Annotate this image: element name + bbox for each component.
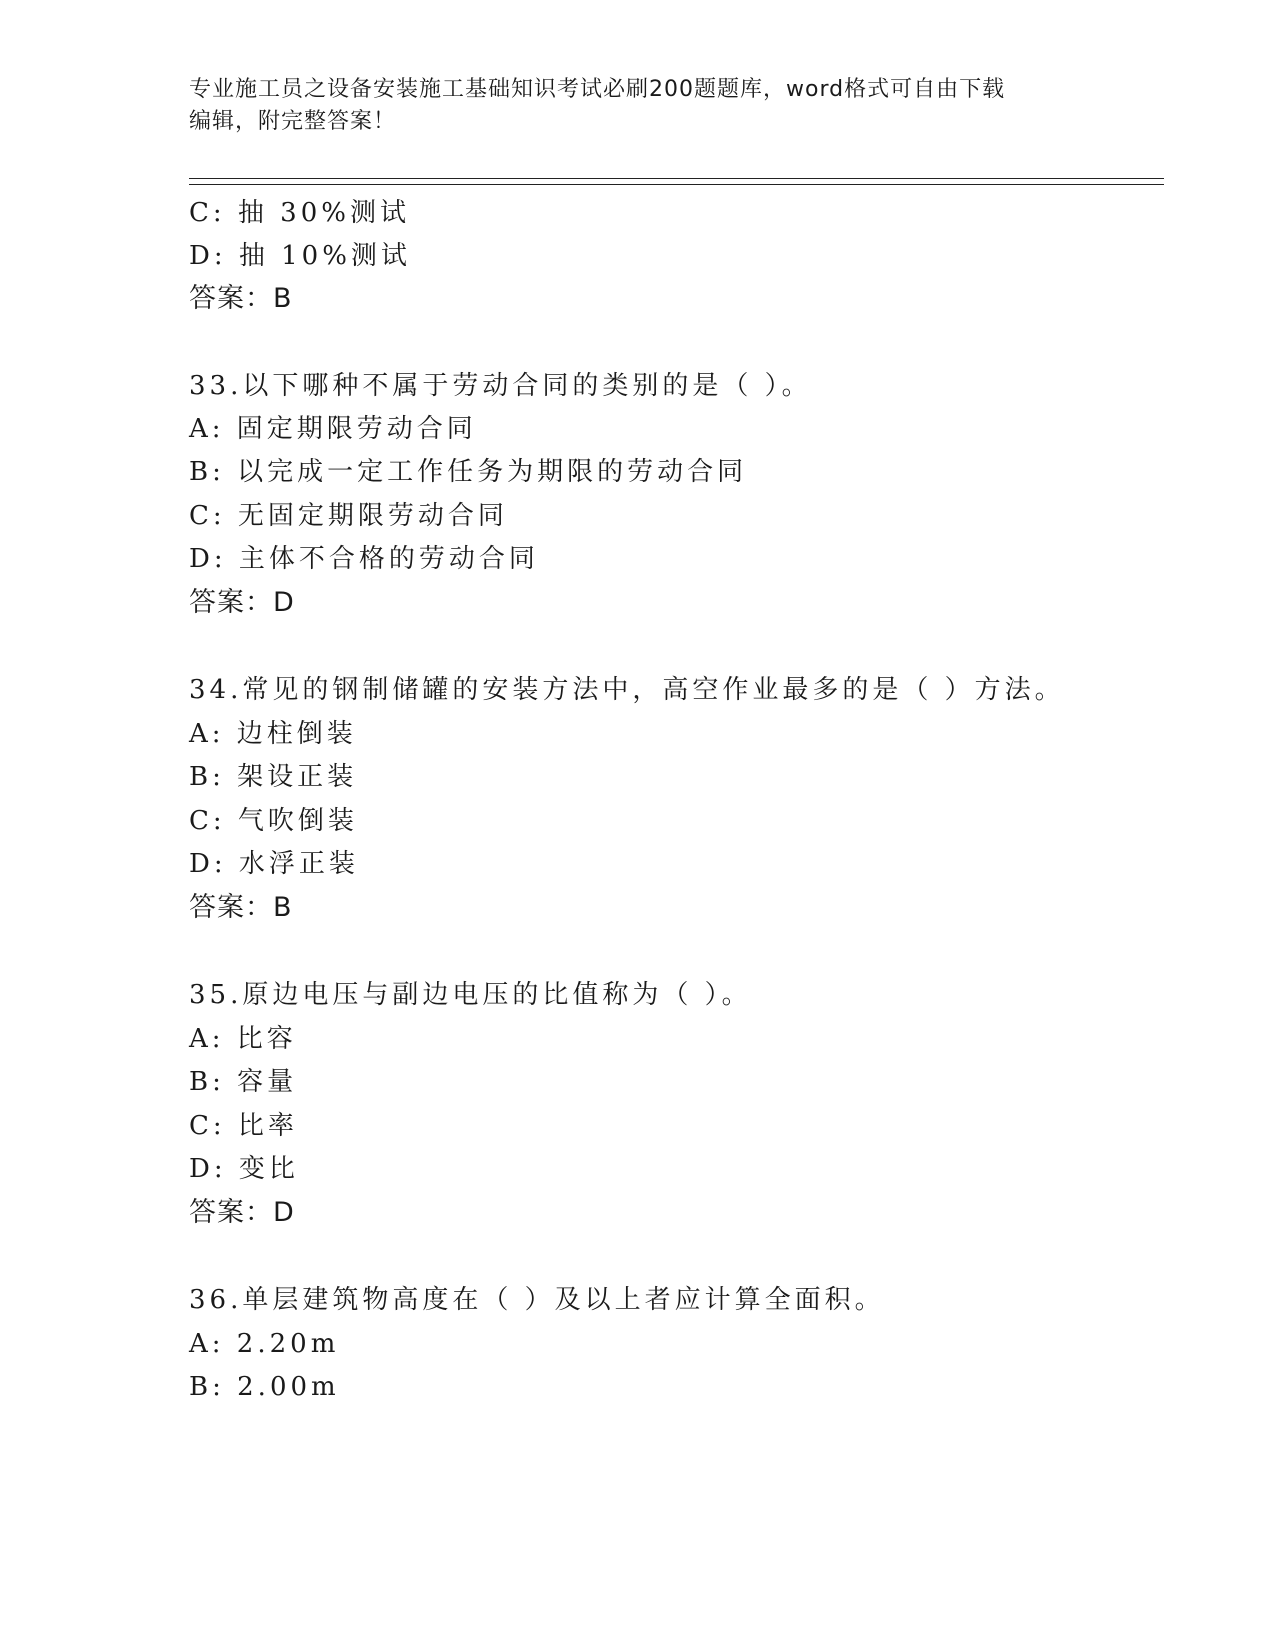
option-line: B: 以完成一定工作任务为期限的劳动合同 bbox=[189, 457, 748, 487]
option-line: A: 2.20m bbox=[189, 1329, 340, 1359]
question-line: 33.以下哪种不属于劳动合同的类别的是（ ）。 bbox=[189, 371, 812, 401]
answer-line: 答案：B bbox=[189, 892, 293, 923]
answer-line: 答案：D bbox=[189, 587, 295, 618]
header-line-2: 编辑，附完整答案！ bbox=[189, 109, 397, 134]
document-header bbox=[189, 74, 1089, 138]
option-line: B: 容量 bbox=[189, 1067, 298, 1097]
option-line: C: 气吹倒装 bbox=[189, 806, 358, 836]
question-line: 36.单层建筑物高度在（ ）及以上者应计算全面积。 bbox=[189, 1285, 885, 1315]
answer-line: 答案：B bbox=[189, 283, 293, 314]
header-divider-top bbox=[189, 178, 1164, 179]
option-line: A: 比容 bbox=[189, 1024, 297, 1054]
option-line: B: 2.00m bbox=[189, 1372, 340, 1402]
option-line: B: 架设正装 bbox=[189, 762, 358, 792]
question-line: 34.常见的钢制储罐的安装方法中，高空作业最多的是（ ）方法。 bbox=[189, 675, 1065, 705]
option-line: C: 无固定期限劳动合同 bbox=[189, 501, 508, 531]
option-line: C: 抽 30%测试 bbox=[189, 198, 410, 228]
option-line: D: 抽 10%测试 bbox=[189, 241, 411, 271]
option-line: C: 比率 bbox=[189, 1111, 298, 1141]
option-line: A: 边柱倒装 bbox=[189, 719, 357, 749]
header-divider-bottom bbox=[189, 184, 1164, 185]
question-line: 35.原边电压与副边电压的比值称为（ ）。 bbox=[189, 980, 752, 1010]
answer-line: 答案：D bbox=[189, 1197, 295, 1228]
option-line: D: 主体不合格的劳动合同 bbox=[189, 544, 539, 574]
option-line: D: 水浮正装 bbox=[189, 849, 359, 879]
option-line: D: 变比 bbox=[189, 1154, 299, 1184]
header-line-1: 专业施工员之设备安装施工基础知识考试必刷200题题库，word格式可自由下载 bbox=[189, 77, 1006, 102]
option-line: A: 固定期限劳动合同 bbox=[189, 414, 477, 444]
